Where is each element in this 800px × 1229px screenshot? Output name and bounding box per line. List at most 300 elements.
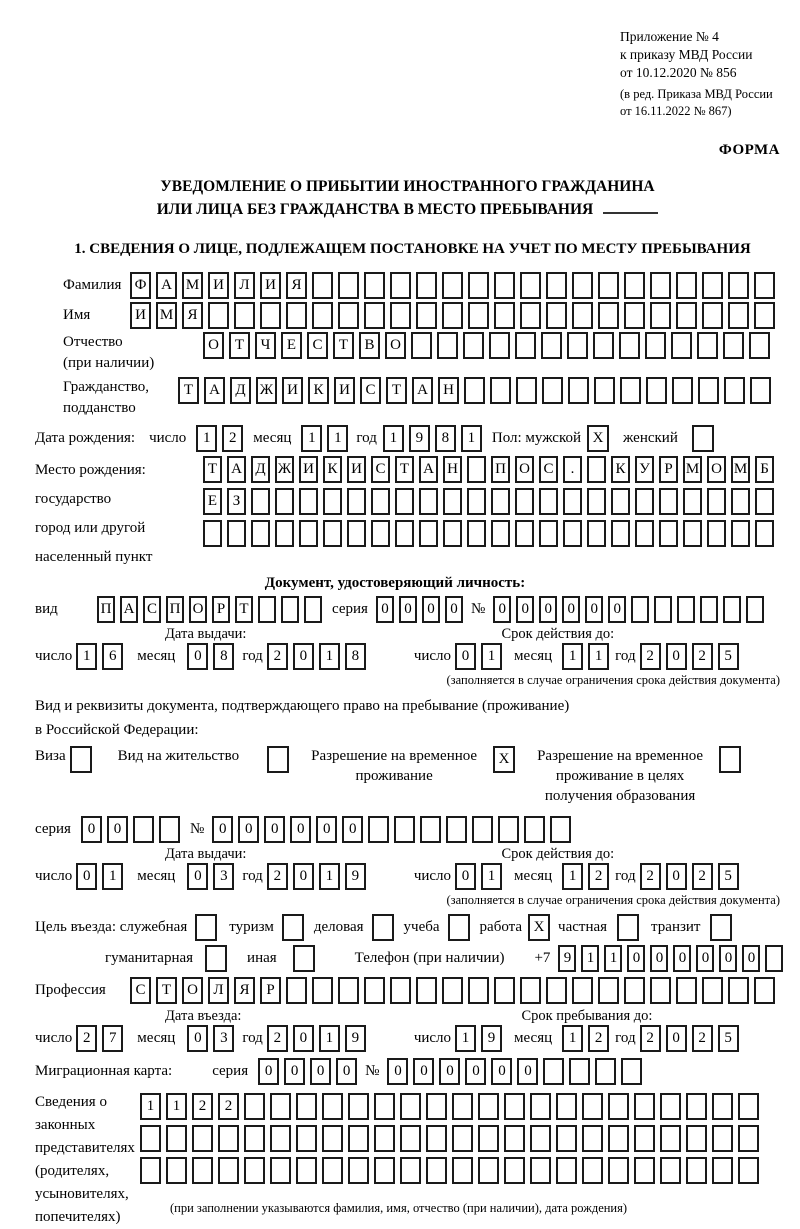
- char-cell[interactable]: [467, 520, 486, 547]
- char-cell[interactable]: [390, 302, 411, 329]
- char-cell[interactable]: [416, 272, 437, 299]
- char-cell[interactable]: [260, 302, 281, 329]
- char-cell[interactable]: 0: [258, 1058, 279, 1085]
- purpose-other-checkbox[interactable]: [293, 945, 315, 972]
- char-cell[interactable]: [728, 302, 749, 329]
- char-cell[interactable]: О: [515, 456, 534, 483]
- char-cell[interactable]: [374, 1125, 395, 1152]
- char-cell[interactable]: [419, 520, 438, 547]
- stay-year-cells[interactable]: [640, 1025, 739, 1052]
- char-cell[interactable]: 1: [301, 425, 322, 452]
- char-cell[interactable]: [400, 1125, 421, 1152]
- char-cell[interactable]: [374, 1093, 395, 1120]
- char-cell[interactable]: [426, 1125, 447, 1152]
- char-cell[interactable]: П: [491, 456, 510, 483]
- char-cell[interactable]: [494, 272, 515, 299]
- char-cell[interactable]: [698, 377, 719, 404]
- char-cell[interactable]: 0: [316, 816, 337, 843]
- char-cell[interactable]: [446, 816, 467, 843]
- char-cell[interactable]: 3: [213, 1025, 234, 1052]
- char-cell[interactable]: [442, 302, 463, 329]
- char-cell[interactable]: [650, 302, 671, 329]
- char-cell[interactable]: 2: [222, 425, 243, 452]
- char-cell[interactable]: [731, 520, 750, 547]
- char-cell[interactable]: [659, 488, 678, 515]
- char-cell[interactable]: [672, 377, 693, 404]
- char-cell[interactable]: 1: [455, 1025, 476, 1052]
- doc-until-day-cells[interactable]: [455, 643, 502, 670]
- char-cell[interactable]: 1: [604, 945, 622, 972]
- char-cell[interactable]: 0: [187, 863, 208, 890]
- char-cell[interactable]: К: [323, 456, 342, 483]
- char-cell[interactable]: [686, 1093, 707, 1120]
- surname-cells[interactable]: [130, 272, 775, 299]
- char-cell[interactable]: [593, 332, 614, 359]
- citizenship-cells[interactable]: [178, 377, 771, 404]
- char-cell[interactable]: [723, 596, 741, 623]
- char-cell[interactable]: Т: [235, 596, 253, 623]
- char-cell[interactable]: С: [143, 596, 161, 623]
- char-cell[interactable]: [133, 816, 154, 843]
- sex-female-checkbox[interactable]: [692, 425, 714, 452]
- purpose-tourism-checkbox[interactable]: [282, 914, 304, 941]
- char-cell[interactable]: 2: [692, 1025, 713, 1052]
- char-cell[interactable]: 0: [627, 945, 645, 972]
- char-cell[interactable]: [489, 332, 510, 359]
- char-cell[interactable]: [683, 520, 702, 547]
- char-cell[interactable]: [754, 977, 775, 1004]
- char-cell[interactable]: Я: [234, 977, 255, 1004]
- char-cell[interactable]: [442, 272, 463, 299]
- char-cell[interactable]: [494, 977, 515, 1004]
- purpose-official-checkbox[interactable]: [195, 914, 217, 941]
- char-cell[interactable]: [608, 1125, 629, 1152]
- char-cell[interactable]: [390, 977, 411, 1004]
- char-cell[interactable]: [530, 1157, 551, 1184]
- char-cell[interactable]: [515, 488, 534, 515]
- char-cell[interactable]: 0: [491, 1058, 512, 1085]
- char-cell[interactable]: 2: [192, 1093, 213, 1120]
- char-cell[interactable]: 0: [399, 596, 417, 623]
- char-cell[interactable]: [286, 302, 307, 329]
- char-cell[interactable]: [765, 945, 783, 972]
- char-cell[interactable]: [504, 1125, 525, 1152]
- char-cell[interactable]: Б: [755, 456, 774, 483]
- char-cell[interactable]: [608, 1093, 629, 1120]
- char-cell[interactable]: [504, 1157, 525, 1184]
- char-cell[interactable]: [281, 596, 299, 623]
- char-cell[interactable]: [624, 977, 645, 1004]
- char-cell[interactable]: [452, 1093, 473, 1120]
- char-cell[interactable]: 0: [284, 1058, 305, 1085]
- char-cell[interactable]: [494, 302, 515, 329]
- char-cell[interactable]: 0: [264, 816, 285, 843]
- char-cell[interactable]: [546, 272, 567, 299]
- char-cell[interactable]: [645, 332, 666, 359]
- char-cell[interactable]: [530, 1093, 551, 1120]
- char-cell[interactable]: 0: [493, 596, 511, 623]
- char-cell[interactable]: [312, 272, 333, 299]
- char-cell[interactable]: [707, 520, 726, 547]
- birthplace-cells-row2[interactable]: [203, 488, 774, 515]
- birthplace-cells-row1[interactable]: [203, 456, 774, 483]
- char-cell[interactable]: [234, 302, 255, 329]
- char-cell[interactable]: [478, 1093, 499, 1120]
- char-cell[interactable]: [390, 272, 411, 299]
- char-cell[interactable]: М: [182, 272, 203, 299]
- char-cell[interactable]: [323, 520, 342, 547]
- char-cell[interactable]: Р: [212, 596, 230, 623]
- resident-until-month-cells[interactable]: [562, 863, 609, 890]
- doc-number-cells[interactable]: [493, 596, 764, 623]
- char-cell[interactable]: [660, 1125, 681, 1152]
- char-cell[interactable]: [394, 816, 415, 843]
- char-cell[interactable]: С: [371, 456, 390, 483]
- char-cell[interactable]: О: [189, 596, 207, 623]
- char-cell[interactable]: Т: [178, 377, 199, 404]
- char-cell[interactable]: И: [299, 456, 318, 483]
- char-cell[interactable]: 7: [102, 1025, 123, 1052]
- char-cell[interactable]: 0: [666, 643, 687, 670]
- char-cell[interactable]: И: [260, 272, 281, 299]
- char-cell[interactable]: [140, 1125, 161, 1152]
- char-cell[interactable]: [520, 977, 541, 1004]
- char-cell[interactable]: [166, 1157, 187, 1184]
- representatives-cells-row2[interactable]: [140, 1125, 759, 1152]
- purpose-work-checkbox[interactable]: X: [528, 914, 550, 941]
- char-cell[interactable]: [702, 302, 723, 329]
- char-cell[interactable]: [702, 272, 723, 299]
- char-cell[interactable]: [299, 520, 318, 547]
- char-cell[interactable]: [420, 816, 441, 843]
- char-cell[interactable]: 1: [319, 863, 340, 890]
- char-cell[interactable]: А: [156, 272, 177, 299]
- char-cell[interactable]: [676, 272, 697, 299]
- char-cell[interactable]: [322, 1157, 343, 1184]
- char-cell[interactable]: [322, 1125, 343, 1152]
- doc-issue-month-cells[interactable]: [187, 643, 234, 670]
- char-cell[interactable]: 9: [409, 425, 430, 452]
- migration-series-cells[interactable]: [258, 1058, 357, 1085]
- char-cell[interactable]: 1: [562, 863, 583, 890]
- char-cell[interactable]: [364, 302, 385, 329]
- char-cell[interactable]: [611, 520, 630, 547]
- name-cells[interactable]: [130, 302, 775, 329]
- char-cell[interactable]: [426, 1093, 447, 1120]
- char-cell[interactable]: [244, 1157, 265, 1184]
- temp-permit-checkbox[interactable]: X: [493, 746, 515, 773]
- char-cell[interactable]: [515, 332, 536, 359]
- char-cell[interactable]: [749, 332, 770, 359]
- char-cell[interactable]: [166, 1125, 187, 1152]
- char-cell[interactable]: 0: [719, 945, 737, 972]
- char-cell[interactable]: 1: [562, 643, 583, 670]
- char-cell[interactable]: [371, 520, 390, 547]
- residence-permit-checkbox[interactable]: [267, 746, 289, 773]
- char-cell[interactable]: 1: [461, 425, 482, 452]
- char-cell[interactable]: [686, 1125, 707, 1152]
- char-cell[interactable]: 2: [640, 863, 661, 890]
- char-cell[interactable]: 8: [345, 643, 366, 670]
- char-cell[interactable]: И: [282, 377, 303, 404]
- char-cell[interactable]: 5: [718, 1025, 739, 1052]
- char-cell[interactable]: [208, 302, 229, 329]
- char-cell[interactable]: 0: [376, 596, 394, 623]
- resident-issue-month-cells[interactable]: [187, 863, 234, 890]
- char-cell[interactable]: М: [731, 456, 750, 483]
- char-cell[interactable]: Е: [281, 332, 302, 359]
- char-cell[interactable]: [587, 456, 606, 483]
- char-cell[interactable]: [478, 1125, 499, 1152]
- char-cell[interactable]: Я: [286, 272, 307, 299]
- char-cell[interactable]: 2: [692, 863, 713, 890]
- char-cell[interactable]: [750, 377, 771, 404]
- char-cell[interactable]: [270, 1125, 291, 1152]
- char-cell[interactable]: [563, 488, 582, 515]
- char-cell[interactable]: [660, 1093, 681, 1120]
- char-cell[interactable]: 0: [608, 596, 626, 623]
- char-cell[interactable]: 0: [585, 596, 603, 623]
- char-cell[interactable]: [251, 520, 270, 547]
- char-cell[interactable]: [416, 302, 437, 329]
- char-cell[interactable]: 0: [310, 1058, 331, 1085]
- char-cell[interactable]: [159, 816, 180, 843]
- char-cell[interactable]: [697, 332, 718, 359]
- purpose-business-checkbox[interactable]: [372, 914, 394, 941]
- char-cell[interactable]: [348, 1157, 369, 1184]
- char-cell[interactable]: 1: [327, 425, 348, 452]
- char-cell[interactable]: 1: [481, 863, 502, 890]
- char-cell[interactable]: Ж: [256, 377, 277, 404]
- char-cell[interactable]: Е: [203, 488, 222, 515]
- char-cell[interactable]: [567, 332, 588, 359]
- char-cell[interactable]: [582, 1157, 603, 1184]
- char-cell[interactable]: 0: [212, 816, 233, 843]
- char-cell[interactable]: [472, 816, 493, 843]
- char-cell[interactable]: [598, 272, 619, 299]
- char-cell[interactable]: 1: [140, 1093, 161, 1120]
- char-cell[interactable]: 0: [517, 1058, 538, 1085]
- char-cell[interactable]: [322, 1093, 343, 1120]
- char-cell[interactable]: [395, 520, 414, 547]
- char-cell[interactable]: Р: [260, 977, 281, 1004]
- char-cell[interactable]: [258, 596, 276, 623]
- char-cell[interactable]: [304, 596, 322, 623]
- phone-cells[interactable]: [558, 945, 783, 972]
- birth-year-cells[interactable]: [383, 425, 482, 452]
- char-cell[interactable]: [478, 1157, 499, 1184]
- char-cell[interactable]: 2: [692, 643, 713, 670]
- char-cell[interactable]: [504, 1093, 525, 1120]
- char-cell[interactable]: П: [166, 596, 184, 623]
- char-cell[interactable]: 9: [345, 1025, 366, 1052]
- char-cell[interactable]: [659, 520, 678, 547]
- char-cell[interactable]: 9: [558, 945, 576, 972]
- char-cell[interactable]: 8: [435, 425, 456, 452]
- char-cell[interactable]: Т: [333, 332, 354, 359]
- char-cell[interactable]: 2: [588, 863, 609, 890]
- char-cell[interactable]: [619, 332, 640, 359]
- char-cell[interactable]: 9: [481, 1025, 502, 1052]
- stay-day-cells[interactable]: [455, 1025, 502, 1052]
- char-cell[interactable]: [611, 488, 630, 515]
- char-cell[interactable]: 0: [342, 816, 363, 843]
- char-cell[interactable]: [624, 302, 645, 329]
- char-cell[interactable]: [660, 1157, 681, 1184]
- char-cell[interactable]: [244, 1093, 265, 1120]
- char-cell[interactable]: Я: [182, 302, 203, 329]
- char-cell[interactable]: [631, 596, 649, 623]
- char-cell[interactable]: [686, 1157, 707, 1184]
- char-cell[interactable]: 0: [439, 1058, 460, 1085]
- resident-issue-year-cells[interactable]: [267, 863, 366, 890]
- char-cell[interactable]: 5: [718, 643, 739, 670]
- char-cell[interactable]: [572, 302, 593, 329]
- char-cell[interactable]: [286, 977, 307, 1004]
- char-cell[interactable]: Л: [208, 977, 229, 1004]
- char-cell[interactable]: [520, 302, 541, 329]
- char-cell[interactable]: К: [308, 377, 329, 404]
- char-cell[interactable]: 0: [562, 596, 580, 623]
- char-cell[interactable]: [598, 977, 619, 1004]
- char-cell[interactable]: 0: [293, 1025, 314, 1052]
- char-cell[interactable]: О: [203, 332, 224, 359]
- char-cell[interactable]: [572, 977, 593, 1004]
- char-cell[interactable]: И: [208, 272, 229, 299]
- char-cell[interactable]: П: [97, 596, 115, 623]
- char-cell[interactable]: 0: [293, 863, 314, 890]
- patronymic-cells[interactable]: [203, 332, 770, 359]
- char-cell[interactable]: Н: [443, 456, 462, 483]
- char-cell[interactable]: [539, 488, 558, 515]
- char-cell[interactable]: А: [227, 456, 246, 483]
- char-cell[interactable]: [491, 488, 510, 515]
- char-cell[interactable]: Ж: [275, 456, 294, 483]
- char-cell[interactable]: 2: [267, 863, 288, 890]
- char-cell[interactable]: И: [334, 377, 355, 404]
- purpose-transit-checkbox[interactable]: [710, 914, 732, 941]
- edu-permit-checkbox[interactable]: [719, 746, 741, 773]
- birth-day-cells[interactable]: [196, 425, 243, 452]
- char-cell[interactable]: [635, 488, 654, 515]
- char-cell[interactable]: 2: [76, 1025, 97, 1052]
- char-cell[interactable]: [275, 520, 294, 547]
- char-cell[interactable]: 1: [102, 863, 123, 890]
- char-cell[interactable]: [468, 272, 489, 299]
- resident-until-day-cells[interactable]: [455, 863, 502, 890]
- char-cell[interactable]: О: [707, 456, 726, 483]
- char-cell[interactable]: [395, 488, 414, 515]
- char-cell[interactable]: [348, 1093, 369, 1120]
- char-cell[interactable]: 0: [650, 945, 668, 972]
- char-cell[interactable]: 0: [238, 816, 259, 843]
- char-cell[interactable]: [541, 332, 562, 359]
- char-cell[interactable]: А: [120, 596, 138, 623]
- char-cell[interactable]: 0: [696, 945, 714, 972]
- char-cell[interactable]: [712, 1157, 733, 1184]
- representatives-cells-row1[interactable]: [140, 1093, 759, 1120]
- char-cell[interactable]: Д: [251, 456, 270, 483]
- char-cell[interactable]: [587, 488, 606, 515]
- char-cell[interactable]: 0: [539, 596, 557, 623]
- char-cell[interactable]: [244, 1125, 265, 1152]
- char-cell[interactable]: 1: [319, 1025, 340, 1052]
- char-cell[interactable]: 0: [387, 1058, 408, 1085]
- char-cell[interactable]: М: [156, 302, 177, 329]
- char-cell[interactable]: [621, 1058, 642, 1085]
- char-cell[interactable]: [468, 977, 489, 1004]
- char-cell[interactable]: М: [683, 456, 702, 483]
- char-cell[interactable]: [728, 272, 749, 299]
- char-cell[interactable]: [556, 1157, 577, 1184]
- char-cell[interactable]: [452, 1125, 473, 1152]
- char-cell[interactable]: 0: [76, 863, 97, 890]
- char-cell[interactable]: [426, 1157, 447, 1184]
- migration-number-cells[interactable]: [387, 1058, 642, 1085]
- char-cell[interactable]: 1: [383, 425, 404, 452]
- char-cell[interactable]: [724, 377, 745, 404]
- char-cell[interactable]: [634, 1125, 655, 1152]
- purpose-humanitarian-checkbox[interactable]: [205, 945, 227, 972]
- char-cell[interactable]: [463, 332, 484, 359]
- char-cell[interactable]: 2: [218, 1093, 239, 1120]
- char-cell[interactable]: [543, 1058, 564, 1085]
- char-cell[interactable]: [676, 977, 697, 1004]
- char-cell[interactable]: [635, 520, 654, 547]
- char-cell[interactable]: [634, 1157, 655, 1184]
- char-cell[interactable]: 0: [293, 643, 314, 670]
- char-cell[interactable]: [192, 1125, 213, 1152]
- char-cell[interactable]: [467, 456, 486, 483]
- birth-month-cells[interactable]: [301, 425, 348, 452]
- char-cell[interactable]: [524, 816, 545, 843]
- char-cell[interactable]: [707, 488, 726, 515]
- char-cell[interactable]: [467, 488, 486, 515]
- char-cell[interactable]: 2: [640, 643, 661, 670]
- char-cell[interactable]: [712, 1093, 733, 1120]
- char-cell[interactable]: [312, 302, 333, 329]
- char-cell[interactable]: [338, 272, 359, 299]
- representatives-cells-row3[interactable]: [140, 1157, 759, 1184]
- char-cell[interactable]: [338, 302, 359, 329]
- resident-number-cells[interactable]: [212, 816, 571, 843]
- char-cell[interactable]: 2: [267, 643, 288, 670]
- char-cell[interactable]: [728, 977, 749, 1004]
- char-cell[interactable]: [338, 977, 359, 1004]
- char-cell[interactable]: А: [204, 377, 225, 404]
- char-cell[interactable]: [348, 1125, 369, 1152]
- char-cell[interactable]: [347, 520, 366, 547]
- char-cell[interactable]: [755, 520, 774, 547]
- char-cell[interactable]: Д: [230, 377, 251, 404]
- char-cell[interactable]: Т: [203, 456, 222, 483]
- char-cell[interactable]: И: [130, 302, 151, 329]
- char-cell[interactable]: [530, 1125, 551, 1152]
- char-cell[interactable]: [546, 977, 567, 1004]
- char-cell[interactable]: 0: [465, 1058, 486, 1085]
- char-cell[interactable]: [700, 596, 718, 623]
- char-cell[interactable]: [731, 488, 750, 515]
- char-cell[interactable]: 0: [455, 643, 476, 670]
- char-cell[interactable]: 1: [481, 643, 502, 670]
- char-cell[interactable]: [464, 377, 485, 404]
- char-cell[interactable]: [296, 1125, 317, 1152]
- char-cell[interactable]: [490, 377, 511, 404]
- char-cell[interactable]: [582, 1125, 603, 1152]
- char-cell[interactable]: [671, 332, 692, 359]
- char-cell[interactable]: Т: [395, 456, 414, 483]
- char-cell[interactable]: [516, 377, 537, 404]
